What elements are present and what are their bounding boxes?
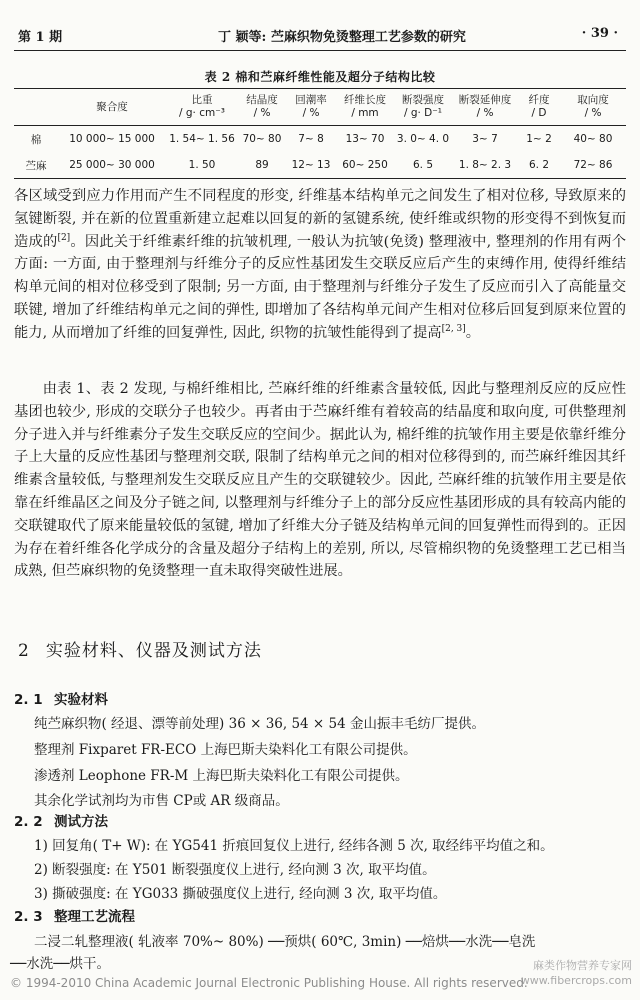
page-number: · 39 · — [581, 26, 618, 41]
column-unit: / % — [452, 107, 518, 126]
column-unit — [14, 107, 58, 126]
running-header — [18, 26, 618, 46]
table-cell: 苎麻 — [14, 152, 58, 179]
table-row — [14, 152, 626, 179]
table-cell: 70~ 80 — [242, 133, 282, 145]
column-header: 回潮率 — [295, 94, 327, 106]
table-cell: 72~ 86 — [560, 152, 626, 179]
table-cell: 25 000~ 30 000 — [58, 152, 166, 179]
table-cell: 棉 — [30, 133, 42, 146]
issue-label: 第 1 期 — [18, 30, 63, 45]
subsection-number: 2. 3 — [14, 909, 43, 925]
paragraph-text: 各区域受到应力作用而产生不同程度的形变, 纤维基本结构单元之间发生了相对位移, 导致原来的氢键断裂, 并在新的位置重新建立起难以回复的新的氢键系统, 使纤维或织物的形变得不到恢复而造成的 — [14, 188, 626, 250]
process-line: ──水洗──烘干。 — [10, 956, 111, 972]
method-line: 2) 断裂强度: 在 Y501 断裂强度仪上进行, 经向测 3 次, 取平均值。 — [34, 862, 436, 878]
header-rule — [14, 50, 626, 51]
subsection-heading — [14, 810, 108, 830]
subsection-title: 测试方法 — [54, 814, 108, 830]
body-paragraph-1 — [14, 185, 626, 345]
column-header: 纤度 — [528, 94, 550, 106]
table-cell: 1. 50 — [166, 152, 238, 179]
copyright-footer: © 1994-2010 China Academic Journal Electronic Publishing House. All rights reserved. — [10, 976, 528, 990]
materials-line: 整理剂 Fixparet FR-ECO 上海巴斯夫染料化工有限公司提供。 — [34, 742, 417, 758]
column-header: 结晶度 — [246, 94, 278, 106]
section-heading — [18, 636, 262, 661]
materials-line: 纯苎麻织物( 经退、漂等前处理) 36 × 36, 54 × 54 金山振丰毛纺厂提供。 — [34, 716, 485, 732]
subsection-heading — [14, 905, 135, 925]
watermark-line: 麻类作物营养专家网 — [533, 959, 632, 972]
column-header: 断裂强度 — [402, 94, 444, 106]
table-cell: 7~ 8 — [298, 133, 324, 145]
table-cell: 6. 2 — [518, 152, 560, 179]
paragraph-text: 由表 1、表 2 发现, 与棉纤维相比, 苎麻纤维的纤维素含量较低, 因此与整理剂反应的反应性基团也较少, 形成的交联分子也较少。再者由于苎麻纤维有着较高的结晶度和取向度, 可供整理剂分子进入并与纤维素分子发生交联反应的空间少。据此认为, 棉纤维的抗皱作用主要是依靠纤维分子上大量的反应性基团与整理剂交联, 限制了结构单元之间的相对位移得到的, 而苎麻纤维因其纤维素含量较低, 与整理剂发生交联反应且产生的交联键较少。因此, 苎麻纤维的抗皱作用主要是依靠在纤维晶区之间及分子链之间, 以整理剂与纤维分子上的部分反应性基团形成的具有较高内能的交联键取代了原来能量较低的氢键, 增加了纤维大分子链及结构单元间的回复弹性而得到的。正因为存在着纤维各化学成分的含量及超分子结构上的差别, 所以, 尽管棉织物的免烫整理工艺已相当成熟, 但苎麻织物的免烫整理一直未取得突破性进展。 — [14, 381, 626, 580]
fiber-properties-table — [14, 88, 626, 179]
column-header: 比重 — [191, 94, 213, 106]
table-cell: 13~ 70 — [345, 133, 385, 145]
table-cell: 12~ 13 — [286, 152, 336, 179]
column-header: 纤维长度 — [344, 94, 386, 106]
method-line: 3) 撕破强度: 在 YG033 撕破强度仪上进行, 经向测 3 次, 取平均值。 — [34, 886, 447, 902]
table-cell: 1. 54~ 1. 56 — [169, 133, 235, 145]
table-cell: 6. 5 — [394, 152, 452, 179]
column-unit: / % — [286, 107, 336, 126]
watermark-line: www.fibercrops.com — [520, 974, 632, 987]
column-unit: / % — [238, 107, 286, 126]
subsection-number: 2. 1 — [14, 692, 43, 708]
table-cell: 40~ 80 — [573, 133, 613, 145]
column-unit: / g· cm⁻³ — [166, 107, 238, 126]
column-header: 断裂延伸度 — [458, 94, 512, 106]
table-cell: 3~ 7 — [472, 133, 498, 145]
table-cell: 60~ 250 — [336, 152, 394, 179]
column-header — [14, 88, 58, 107]
column-unit: / mm — [336, 107, 394, 126]
table-row — [14, 126, 626, 153]
paragraph-text: 。因此关于纤维素纤维的抗皱机理, 一般认为抗皱(免烫) 整理液中, 整理剂的作用有两个方面: 一方面, 由于整理剂与纤维分子的反应性基团发生交联反应后产生的束缚作用, 使得纤维结构单元间的相对位移受到了限制; 另一方面, 由于整理剂与纤维分子发生了反应而引入了高能量交联键, 增加了纤维结构单元之间的弹性, 即增加了各结构单元间产生相对位移后回复到原来位置的能力, 从而增加了纤维的回复弹性, 因此, 织物的抗皱性能得到了提高 — [14, 233, 627, 341]
materials-line: 其余化学试剂均为市售 CP或 AR 级商品。 — [34, 793, 289, 809]
paragraph-text: 。 — [465, 324, 481, 341]
section-number: 2 — [18, 641, 30, 661]
process-line: 二浸二轧整理液( 轧液率 70%~ 80%) ──预烘( 60℃, 3min) ──焙烘──水洗──皂洗 — [34, 934, 536, 950]
method-line: 1) 回复角( T+ W): 在 YG541 折痕回复仪上进行, 经纬各测 5 次, 取经纬平均值之和。 — [34, 838, 554, 854]
citation: [2] — [57, 232, 71, 243]
materials-line: 渗透剂 Leophone FR-M 上海巴斯夫染料化工有限公司提供。 — [34, 768, 409, 784]
running-title: 丁 颖等: 苎麻织物免烫整理工艺参数的研究 — [218, 30, 466, 45]
column-unit: / g· D⁻¹ — [394, 107, 452, 126]
table-cell: 10 000~ 15 000 — [69, 133, 155, 145]
table-cell: 3. 0~ 4. 0 — [396, 133, 450, 145]
subsection-number: 2. 2 — [14, 814, 43, 830]
subsection-heading — [14, 688, 108, 708]
body-paragraph-2 — [14, 378, 626, 583]
table-cell: 1. 8~ 2. 3 — [452, 152, 518, 179]
subsection-title: 整理工艺流程 — [54, 909, 135, 925]
column-header: 取向度 — [577, 94, 609, 106]
table-cell: 89 — [238, 152, 286, 179]
subsection-title: 实验材料 — [54, 692, 108, 708]
column-header: 聚合度 — [58, 88, 166, 126]
table-title: 表 2 棉和苎麻纤维性能及超分子结构比较 — [204, 70, 436, 84]
column-unit: / % — [560, 107, 626, 126]
column-unit: / D — [518, 107, 560, 126]
citation: [2, 3] — [441, 324, 466, 335]
section-title: 实验材料、仪器及测试方法 — [45, 641, 262, 661]
table-cell: 1~ 2 — [526, 133, 552, 145]
